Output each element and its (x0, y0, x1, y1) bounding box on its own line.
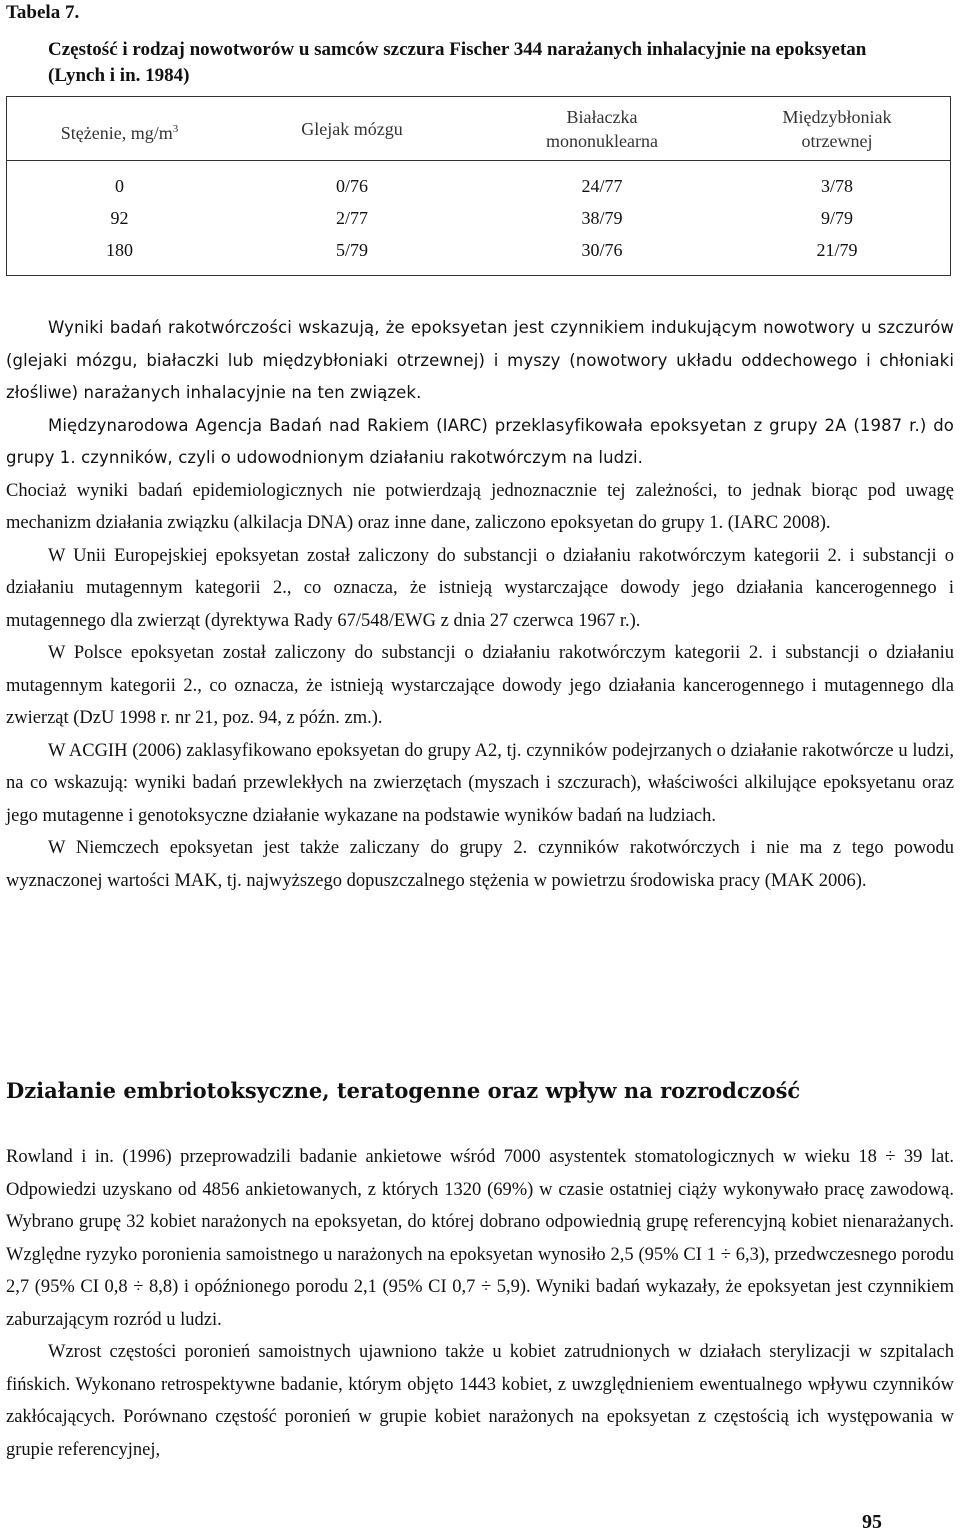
paragraph-carcinogenicity: Wyniki badań rakotwórczości wskazują, że epoksyetan jest czynnikiem indukującym nowotwory u szczurów (glejaki mózgu, białaczki lub międzybłoniaki otrzewnej) i myszy (nowotwory układu oddechowego i chłoniaki złośliwe) narażanych inhalacyjnie na ten związek. (6, 318, 954, 402)
paragraph-finnish-hospitals: Wzrost częstości poronień samoistnych ujawniono także u kobiet zatrudnionych w działach sterylizacji w szpitalach fińskich. Wykonano retrospektywne badanie, którym objęto 1443 kobiet, z uwzględnieniem ewentualnego wpływu czynników zakłócających. Porównano częstość poronień w grupie kobiet narażonych na epoksyetan z częstością ich występowania w grupie referencyjnej, (6, 1342, 954, 1460)
table-caption: Częstość i rodzaj nowotworów u samców szczura Fischer 344 narażanych inhalacyjnie na epoksyetan (Lynch i in. 1984) (48, 39, 867, 86)
section-paragraphs (6, 1141, 954, 1466)
paragraph-acgih: W ACGIH (2006) zaklasyfikowano epoksyetan do grupy A2, tj. czynników podejrzanych o działanie rakotwórcze u ludzi, na co wskazują: wyniki badań przewlekłych na zwierzętach (myszach i szczurach), właściwości alkilujące epoksyetanu oraz jego mutagenne i genotoksyczne działanie wykazane na podstawie wyników badań na ludziach. (6, 740, 954, 826)
paragraph-rowland: Rowland i in. (1996) przeprowadzili badanie ankietowe wśród 7000 asystentek stomatologicznych w wieku 18 ÷ 39 lat. Odpowiedzi uzyskano od 4856 ankietowanych, z których 1320 (69%) w czasie ostatniej ciąży wykonywało pracę zawodową. Wybrano grupę 32 kobiet narażonych na epoksyetan, do której dobrano odpowiednią grupę referencyjną kobiet nienarażanych. Względne ryzyko poronienia samoistnego u narażonych na epoksyetan wynosiło 2,5 (95% CI 1 ÷ 6,3), przedwczesnego porodu 2,7 (95% CI 0,8 ÷ 8,8) i opóźnionego porodu 2,1 (95% CI 0,7 ÷ 5,9). Wyniki badań wykazały, że epoksyetan jest czynnikiem zaburzającym rozród u ludzi. (6, 1147, 954, 1330)
table-cell: 21/79 (816, 240, 858, 260)
body-paragraphs (6, 312, 954, 897)
table-cell: 9/79 (820, 208, 853, 228)
header-text-line2: otrzewnej (801, 131, 873, 151)
paragraph-germany: W Niemczech epoksyetan jest także zaliczany do grupy 2. czynników rakotwórczych i nie ma z tego powodu wyznaczonej wartości MAK, tj. najwyższego dopuszczalnego stężenia w powietrzu środowiska pracy (MAK 2006). (6, 838, 954, 891)
paragraph-epidemiology: Chociaż wyniki badań epidemiologicznych nie potwierdzają jednoznacznie tej zależności, to jednak biorąc pod uwagę mechanizm działania związku (alkilacja DNA) oraz inne dane, zaliczono epoksyetan do grupy 1. (IARC 2008). (6, 480, 954, 533)
header-text-line1: Międzybłoniak (782, 107, 892, 127)
paragraph-poland: W Polsce epoksyetan został zaliczony do substancji o działaniu rakotwórczym kategorii 2. i substancji o działaniu mutagennym kategorii 2., co oznacza, że istnieją wystarczające dowody jego działania kancerogennego i mutagennego dla zwierząt (DzU 1998 r. nr 21, poz. 94, z późn. zm.). (6, 643, 954, 728)
table-header-concentration (37, 117, 202, 145)
table-cell: 3/78 (820, 176, 853, 196)
table-cell: 5/79 (335, 240, 368, 260)
header-text-line2: mononuklearna (546, 131, 658, 151)
section-heading: Działanie embriotoksyczne, teratogenne oraz wpływ na rozrodczość (6, 1078, 801, 1103)
table-cell: 38/79 (581, 208, 623, 228)
table-cell: 2/77 (335, 208, 368, 228)
header-text-line1: Białaczka (566, 107, 638, 127)
header-superscript: 3 (172, 123, 179, 135)
paragraph-iarc: Międzynarodowa Agencja Badań nad Rakiem (IARC) przeklasyfikowała epoksyetan z grupy 2A (1987 r.) do grupy 1. czynników, czyli o udowodnionym działaniu rakotwórczym na ludzi. (6, 415, 954, 467)
table-header-glioma (257, 117, 447, 141)
table-header-mesothelioma (737, 105, 937, 153)
header-text: Glejak mózgu (301, 119, 403, 139)
table-cell: 24/77 (581, 176, 623, 196)
table-cell: 180 (106, 240, 133, 260)
table-cell: 30/76 (581, 240, 623, 260)
header-divider (7, 160, 950, 161)
table-cell: 92 (110, 208, 129, 228)
table-cell: 0 (115, 176, 124, 196)
paragraph-eu: W Unii Europejskiej epoksyetan został zaliczony do substancji o działaniu rakotwórczym kategorii 2. i substancji o działaniu mutagennym kategorii 2., co oznacza, że istnieją wystarczające dowody jego działania kancerogennego i mutagennego dla zwierząt (dyrektywa Rady 67/548/EWG z dnia 27 czerwca 1967 r.). (6, 545, 954, 631)
table-label: Tabela 7. (6, 2, 80, 23)
table-header-leukemia (487, 105, 717, 153)
page-number: 95 (862, 1511, 882, 1533)
table-cell: 0/76 (335, 176, 368, 196)
tumor-frequency-table (6, 96, 951, 276)
header-text: Stężenie, mg/m (60, 123, 173, 143)
